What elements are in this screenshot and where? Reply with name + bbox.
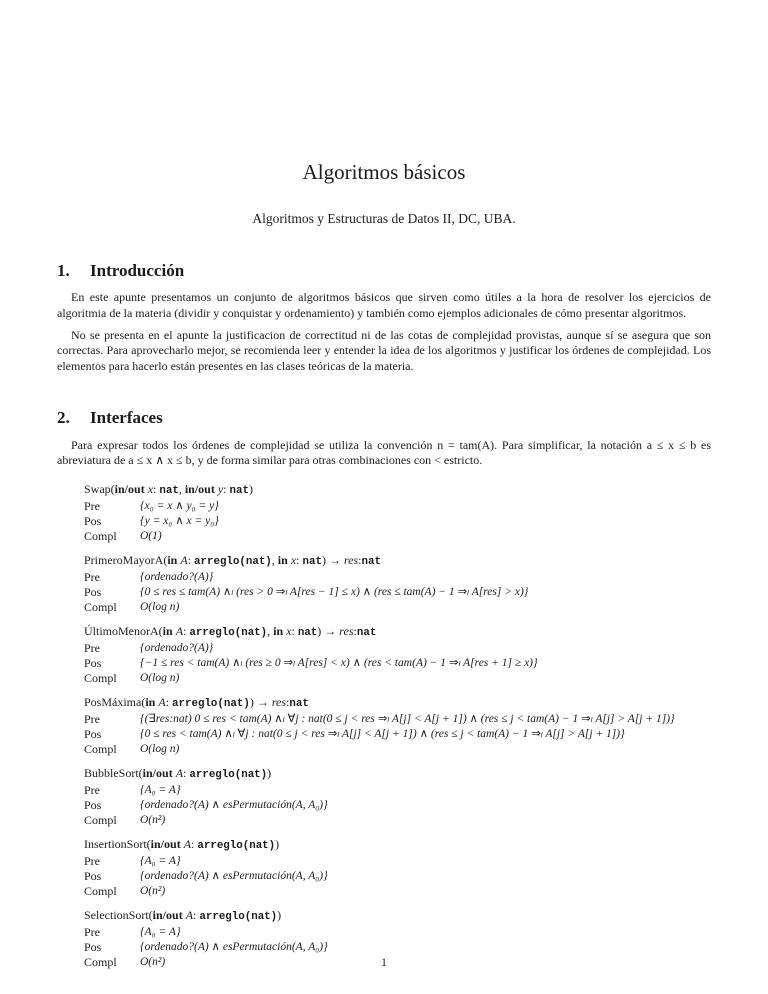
spec-row-label: Pre [84,569,100,584]
param-direction: in/out [184,481,215,496]
spec-row [84,783,711,798]
param-type: arreglo(nat) [172,697,250,710]
spec-row-label: Pos [84,726,102,741]
spec-row-content: {A₀ = A} [140,925,181,938]
spec-row-content: {(∃res:nat) 0 ≤ res < tam(A) ∧ₗ ∀j : nat(0 ≤ j < res ⇒ₗ A[j] < A[j + 1]) ∧ (res ≤ j < tam(A) − 1 ⇒ₗ A[j] > A[j + 1])} [140,712,675,725]
algorithm-block [84,624,711,686]
section-number: 1. [57,261,70,281]
param-direction: in [162,623,173,638]
spec-row-content: {0 ≤ res ≤ tam(A) ∧ₗ (res > 0 ⇒ₗ A[res − 1] ≤ x) ∧ (res ≤ tam(A) − 1 ⇒ₗ A[res] > x)} [140,585,529,598]
spec-row-content: O(n²) [140,955,166,968]
param-variable: A [180,552,188,567]
param-variable: x [290,552,297,567]
spec-row-content: O(1) [140,529,162,542]
body-paragraph: Para expresar todos los órdenes de complejidad se utiliza la convención n = tam(A). Para simplificar, la notación a ≤ x ≤ b es abreviatura de a ≤ x ∧ x ≤ b, y de forma similar para otras combinaciones con < estricto. [57,437,711,468]
spec-row-content: {A₀ = A} [140,783,181,796]
param-variable: y [217,481,224,496]
param-direction: in/out [152,907,183,922]
section-heading [57,408,711,428]
spec-row-content: {ordenado?(A)} [140,570,214,583]
algorithm-signature: InsertionSort(in/out A: arreglo(nat)) [84,836,280,852]
spec-row-content: O(n²) [140,884,166,897]
spec-row-label: Compl [84,954,117,969]
body-paragraph: En este apunte presentamos un conjunto de algoritmos básicos que sirven como útiles a la hora de resolver los ejercicios de algoritmia de la materia (dividir y conquistar y ordenamiento) y también como ejemplos adicionales de cómo presentar algoritmos. [57,290,711,321]
spec-row-label: Pre [84,498,100,513]
param-direction: in/out [150,836,181,851]
spec-row-label: Pos [84,513,102,528]
algorithm-block [84,766,711,828]
return-type: nat [361,555,381,568]
spec-row [84,712,711,727]
document-body [57,261,711,970]
spec-row [84,499,711,514]
spec-row-content: {y = x₀ ∧ x = y₀} [140,514,219,527]
param-direction: in [273,623,284,638]
spec-row [84,940,711,955]
algorithm-signature: Swap(in/out x: nat, in/out y: nat) [84,481,253,497]
algorithm-name: PrimeroMayorA [84,552,164,567]
spec-row [84,585,711,600]
param-type: arreglo(nat) [194,555,272,568]
spec-row-label: Compl [84,528,117,543]
spec-row-content: {0 ≤ res < tam(A) ∧ₗ ∀j : nat(0 ≤ j < res ⇒ₗ A[j] < A[j + 1]) ∧ (res ≤ j < tam(A) − 1 ⇒ₗ A[j] > A[j + 1])} [140,727,625,740]
section-heading [57,261,711,281]
param-variable: A [175,765,184,780]
param-direction: in [277,552,288,567]
param-variable: x [286,623,292,638]
param-type: nat [159,484,179,497]
section-number: 2. [57,408,70,428]
spec-row [84,727,711,742]
spec-row [84,869,711,884]
return-type: nat [289,697,309,710]
algorithm-name: SelectionSort [84,907,149,922]
spec-row-label: Compl [84,812,117,827]
spec-row [84,514,711,529]
param-variable: A [185,907,194,922]
page-number: 1 [381,955,387,969]
param-type: arreglo(nat) [199,910,278,923]
document-subtitle: Algoritmos y Estructuras de Datos II, DC, UBA. [252,211,516,227]
param-variable: x [147,481,154,496]
param-direction: in [167,552,178,567]
section-title: Interfaces [90,408,163,428]
param-type: nat [302,555,322,568]
spec-row [84,813,711,828]
spec-row-label: Pre [84,782,100,797]
spec-row [84,742,711,757]
spec-row-content: {ordenado?(A) ∧ esPermutación(A, A₀)} [140,869,328,882]
return-variable: res [343,552,359,567]
param-variable: A [183,836,192,851]
spec-row-label: Pos [84,868,102,883]
algorithm-signature: ÚltimoMenorA(in A: arreglo(nat), in x: nat) → res:nat [84,623,377,639]
param-variable: A [158,694,166,709]
spec-row [84,671,711,686]
algorithm-name: Swap [84,481,111,496]
spec-row-content: {ordenado?(A) ∧ esPermutación(A, A₀)} [140,940,328,953]
algorithm-block [84,482,711,544]
spec-row-content: {ordenado?(A) ∧ esPermutación(A, A₀)} [140,798,328,811]
spec-row [84,656,711,671]
algorithm-name: BubbleSort [84,765,139,780]
algorithm-block [84,837,711,899]
algorithm-name: PosMáxima [84,694,142,709]
spec-row-label: Pos [84,939,102,954]
algorithm-signature: BubbleSort(in/out A: arreglo(nat)) [84,765,272,781]
spec-row-label: Pre [84,924,100,939]
spec-row-content: O(log n) [140,600,180,613]
return-type: nat [356,626,377,639]
spec-row [84,798,711,813]
algorithm-list [57,482,711,970]
spec-row-label: Pos [84,797,102,812]
section-title: Introducción [90,261,185,281]
param-type: arreglo(nat) [189,626,268,639]
spec-row-label: Compl [84,741,117,756]
spec-row-content: O(log n) [140,742,180,755]
param-direction: in/out [114,481,145,496]
algorithm-signature: PrimeroMayorA(in A: arreglo(nat), in x: nat) → res:nat [84,552,381,568]
param-type: arreglo(nat) [197,839,276,852]
spec-row-label: Pre [84,640,100,655]
spec-row-content: {−1 ≤ res < tam(A) ∧ₗ (res ≥ 0 ⇒ₗ A[res] < x) ∧ (res < tam(A) − 1 ⇒ₗ A[res + 1] ≥ x)} [140,656,538,669]
spec-row [84,641,711,656]
param-type: nat [297,626,318,639]
spec-row-label: Compl [84,599,117,614]
algorithm-name: ÚltimoMenorA [84,623,159,638]
spec-row [84,570,711,585]
spec-row-content: {x₀ = x ∧ y₀ = y} [140,499,219,512]
param-type: nat [229,484,249,497]
spec-row [84,854,711,869]
spec-row-label: Pre [84,853,100,868]
spec-row-content: {ordenado?(A)} [140,641,214,654]
algorithm-signature: PosMáxima(in A: arreglo(nat)) → res:nat [84,694,309,710]
body-paragraph: No se presenta en el apunte la justificacion de correctitud ni de las cotas de complejidad provistas, aunque sí se asegura que son correctas. Para aprovecharlo mejor, se recomienda leer y entender la idea de los algoritmos y justificar los órdenes de complejidad. Los elementos para hacerlo están presentes en las clases teóricas de la materia. [57,327,711,373]
spec-row-label: Compl [84,670,117,685]
param-direction: in [145,694,156,709]
spec-row [84,884,711,899]
spec-row [84,529,711,544]
spec-row-content: O(n²) [140,813,166,826]
return-variable: res [339,623,354,638]
document-title: Algoritmos básicos [302,160,466,184]
param-variable: A [175,623,184,638]
algorithm-block [84,553,711,615]
return-variable: res [271,694,287,709]
algorithm-signature: SelectionSort(in/out A: arreglo(nat)) [84,907,282,923]
spec-row-label: Pos [84,655,102,670]
param-direction: in/out [142,765,173,780]
spec-row-content: O(log n) [140,671,180,684]
algorithm-name: InsertionSort [84,836,147,851]
spec-row [84,925,711,940]
spec-row [84,600,711,615]
spec-row-content: {A₀ = A} [140,854,181,867]
spec-row-label: Compl [84,883,117,898]
spec-row-label: Pre [84,711,100,726]
spec-row-label: Pos [84,584,102,599]
param-type: arreglo(nat) [189,768,268,781]
algorithm-block [84,695,711,757]
